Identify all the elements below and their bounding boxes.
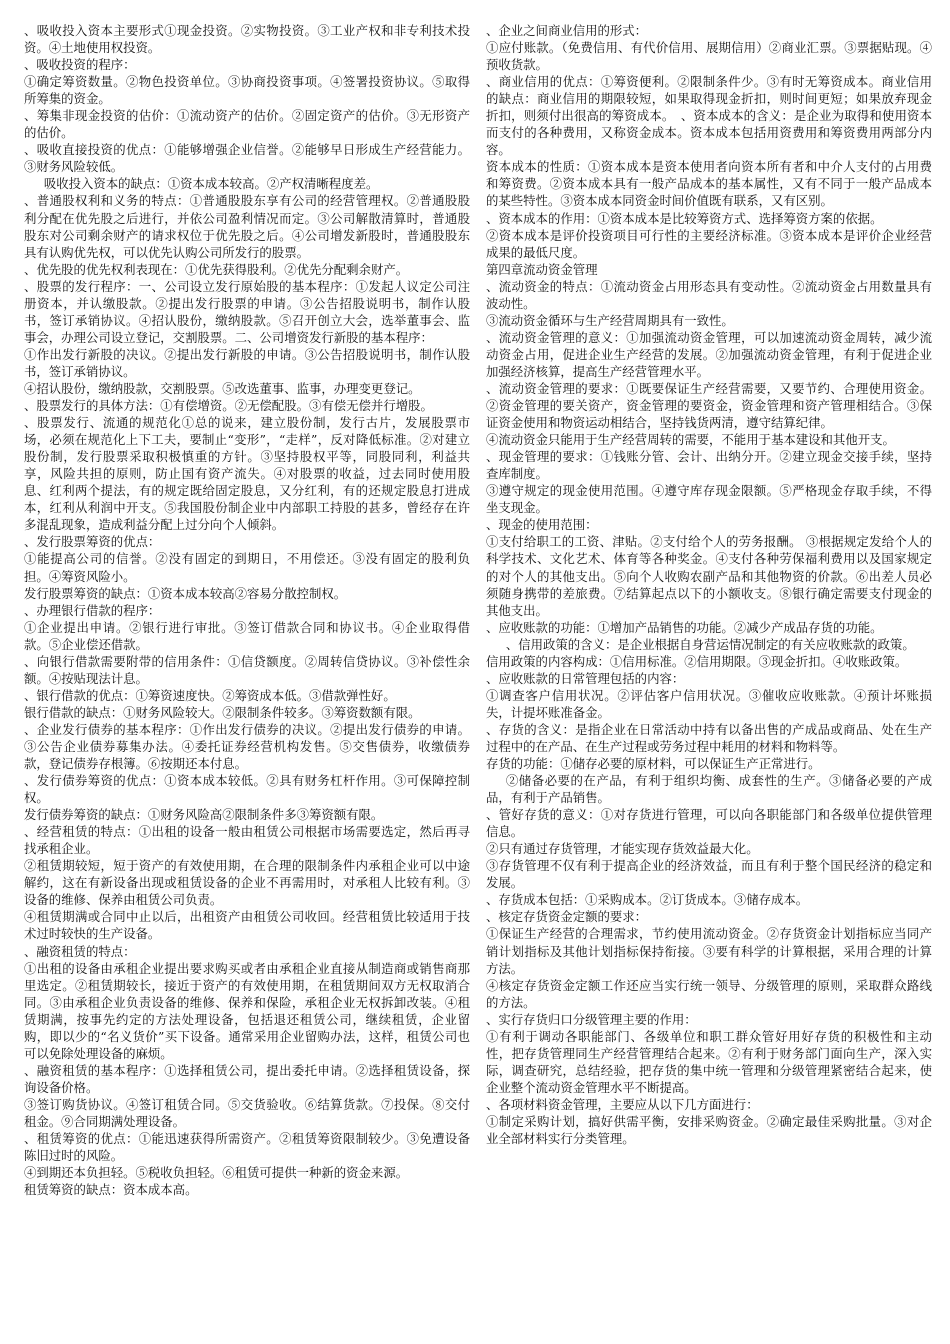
paragraph: 、管好存货的意义：①对存货进行管理，可以向各职能部门和各级单位提供管理信息。 <box>486 807 932 840</box>
paragraph: ①确定筹资数量。②物色投资单位。③协商投资事项。④签署投资协议。⑤取得所筹集的资金。 <box>24 74 470 107</box>
paragraph: 、发行债券筹资的优点：①资本成本较低。②具有财务杠杆作用。③可保障控制权。 <box>24 773 470 806</box>
paragraph: 存货的功能：①储存必要的原材料，可以保证生产正常进行。 <box>486 756 821 772</box>
paragraph: 、现金的使用范围： <box>486 517 598 533</box>
paragraph: ③存货管理不仅有利于提高企业的经济效益，而且有利于整个国民经济的稳定和发展。 <box>486 858 932 891</box>
paragraph: ①保证生产经营的合理需求，节约使用流动资金。②存货资金计划指标应当同产销计划指标及其他计划指标保持衔接。③要有科学的计算根据，采用合理的计算方法。 <box>486 926 932 976</box>
paragraph: ④租赁期满或合同中止以后，出租资产由租赁公司收回。经营租赁比较适用于技术过时较快的生产设备。 <box>24 909 470 942</box>
paragraph: 、发行股票筹资的优点： <box>24 534 161 550</box>
paragraph: 、流动资金管理的意义：①加强流动资金管理，可以加速流动资金周转，减少流动资金占用，促进企业生产经营的发展。②加强流动资金管理，有利于促进企业加强经济核算，提高生产经营管理水平。 <box>486 329 932 379</box>
paragraph: 租赁筹资的缺点：资本成本高。 <box>24 1182 198 1198</box>
paragraph: 、资本成本的作用：①资本成本是比较筹资方式、选择筹资方案的依据。 <box>486 210 883 226</box>
paragraph: 、信用政策的含义：是企业根据自身营运情况制定的有关应收账款的政策。 <box>505 636 915 652</box>
paragraph: 、吸收直接投资的优点：①能够增强企业信誉。②能够早日形成生产经营能力。③财务风险较低。 <box>24 142 470 175</box>
paragraph: ③流动资金循环与生产经营周期具有一致性。 <box>486 312 734 328</box>
paragraph: 、吸收投入资本主要形式①现金投资。②实物投资。③工业产权和非专利技术投资。④土地使用权投资。 <box>24 23 470 56</box>
paragraph: 、股票发行、流通的规范化①总的说来，建立股份制，发行古片，发展股票市场，必须在规范化上下工夫，要制止“变形”，“走样”，反对降低标准。②对建立股份制，发行股票采取积极慎重的方针。③坚持股权平等，同股同利，利益共享，风险共担的原则，防止国有资产流失。④对股票的收益，过去同时使用股息、红利两个提法，有的规定既给固定股息，又分红利，有的还规定股息打进成本，红利从利润中开支。⑤我国股份制企业中内部职工持股的甚多，曾经存在许多混乱现象，造成利益分配上过分向个人倾斜。 <box>24 415 470 533</box>
paragraph: ①应付账款。（免费信用、有代价信用、展期信用）②商业汇票。③票据贴现。④预收货款。 <box>486 40 932 73</box>
paragraph: ①制定采购计划，搞好供需平衡，安排采购资金。②确定最佳采购批量。③对企业全部材料实行分类管理。 <box>486 1114 932 1147</box>
paragraph: 、优先股的优先权利表现在：①优先获得股利。②优先分配剩余财产。 <box>24 261 409 277</box>
paragraph: 、股票的发行程序：一、公司设立发行原始股的基本程序：①发起人议定公司注册资本，并认缴股款。②提出发行股票的申请。③公告招股说明书，制作认股书，签订承销协议。④招认股份，缴纳股款。⑤召开创立大会，选举董事会、监事会，办理公司设立登记，交割股票。二、公司增资发行新股的基本程序： <box>24 278 470 345</box>
paragraph: 、租赁筹资的优点：①能迅速获得所需资产。②租赁筹资限制较少。③免遭设备陈旧过时的风险。 <box>24 1131 470 1164</box>
paragraph: 、现金管理的要求：①钱账分管、会计、出纳分开。②建立现金交接手续，坚持查库制度。 <box>486 449 932 482</box>
right-column <box>486 22 932 1344</box>
paragraph: 、融资租赁的基本程序：①选择租赁公司，提出委托申请。②选择租赁设备，探询设备价格。 <box>24 1062 470 1095</box>
paragraph: 、商业信用的优点：①筹资便利。②限制条件少。③有时无筹资成本。商业信用的缺点：商业信用的期限较短，如果取得现金折扣，则时间更短；如果放弃现金折扣，则须付出很高的筹资成本。 、资本成本的含义：是企业为取得和使用资本而支付的各种费用，又称资金成本。资本成本包括用资费用和筹资费用两部分内容。 <box>486 74 932 158</box>
paragraph: 银行借款的缺点：①财务风险较大。②限制条件较多。③筹资数额有限。 <box>24 704 421 720</box>
paragraph: 发行债券筹资的缺点：①财务风险高②限制条件多③筹资额有限。 <box>24 807 384 823</box>
paragraph: 、实行存货归口分级管理主要的作用： <box>486 1011 697 1027</box>
paragraph: 资本成本的性质：①资本成本是资本使用者向资本所有者和中介人支付的占用费和筹资费。②资本成本具有一般产品成本的基本属性，又有不同于一般产品成本的某些特性。③资本成本同资金时间价值既有联系，又有区别。 <box>486 159 932 209</box>
left-column <box>24 22 470 1344</box>
paragraph: 信用政策的内容构成：①信用标准。②信用期限。③现金折扣。④收账政策。 <box>486 653 908 669</box>
paragraph: 、筹集非现金投资的估价：①流动资产的估价。②固定资产的估价。③无形资产的估价。 <box>24 108 470 141</box>
paragraph: 、各项材料资金管理，主要应从以下几方面进行： <box>486 1096 759 1112</box>
paragraph: ②只有通过存货管理，才能实现存货效益最大化。 <box>486 841 759 857</box>
paragraph: 、股票发行的具体方法：①有偿增资。②无偿配股。③有偿无偿并行增股。 <box>24 398 433 414</box>
paragraph: ①支付给职工的工资、津贴。②支付给个人的劳务报酬。 ③根据规定发给个人的科学技术、文化艺术、体育等各种奖金。④支付各种劳保福利费用以及国家规定的对个人的其他支出。⑤向个人收购农副产品和其他物资的价款。⑥出差人员必须随身携带的差旅费。⑦结算起点以下的小额收支。⑧银行确定需要支付现金的其他支出。 <box>486 534 932 618</box>
paragraph: 、流动资金管理的要求：①既要保证生产经营需要，又要节约、合理使用资金。②资金管理的要关资产，资金管理的要资金，资金管理和资产管理相结合。③保证资金使用和物资运动相结合，坚持钱货两清，遵守结算纪律。 <box>486 380 932 431</box>
paragraph: ①有利于调动各职能部门、各级单位和职工群众管好用好存货的积极性和主动性，把存货管理同生产经营管理结合起来。②有利于财务部门面向生产，深入实际，调查研究，总结经验，把存货的集中统一管理和分级管理紧密结合起来，使企业整个流动资金管理水平不断提高。 <box>486 1028 932 1095</box>
paragraph: ①调查客户信用状况。②评估客户信用状况。③催收应收账款。④预计坏账损失，计提坏账准备金。 <box>486 687 932 720</box>
paragraph: 、普通股权利和义务的特点：①普通股股东享有公司的经营管理权。②普通股股利分配在优先股之后进行，并依公司盈利情况而定。③公司解散清算时，普通股股东对公司剩余财产的请求权位于优先股之后。④公司增发新股时，普通股股东具有认购优先权，可以优先认购公司所发行的股票。 <box>24 193 470 260</box>
paragraph: 、企业之间商业信用的形式： <box>486 23 648 38</box>
paragraph: ④流动资金只能用于生产经营周转的需要，不能用于基本建设和其他开支。 <box>486 432 895 448</box>
paragraph: 、应收账款的功能：①增加产品销售的功能。②减少产成品存货的功能。 <box>486 619 883 635</box>
paragraph: ①作出发行新股的决议。②提出发行新股的申请。③公告招股说明书，制作认股书，签订承销协议。 <box>24 346 470 379</box>
paragraph: 、核定存货资金定额的要求： <box>486 909 648 925</box>
paragraph: 、办理银行借款的程序： <box>24 602 161 618</box>
paragraph: 、应收账款的日常管理包括的内容： <box>486 670 685 686</box>
paragraph: ①能提高公司的信誉。②没有固定的到期日，不用偿还。③没有固定的股利负担。④筹资风险小。 <box>24 551 470 584</box>
paragraph: 、银行借款的优点：①筹资速度快。②筹资成本低。③借款弹性好。 <box>24 687 396 703</box>
paragraph: ①企业提出申请。②银行进行审批。③签订借款合同和协议书。④企业取得借款。⑤企业偿还借款。 <box>24 619 470 652</box>
paragraph: ④核定存货资金定额工作还应当实行统一领导、分级管理的原则，采取群众路线的方法。 <box>486 977 932 1010</box>
paragraph: 发行股票筹资的缺点：①资本成本较高②容易分散控制权。 <box>24 585 347 601</box>
paragraph: ②资本成本是评价投资项目可行性的主要经济标准。③资本成本是评价企业经营成果的最低尺度。 <box>486 227 932 260</box>
paragraph: 、存货的含义：是指企业在日常活动中持有以备出售的产成品或商品、处在生产过程中的在产品、在生产过程或劳务过程中耗用的材料和物料等。 <box>486 721 932 754</box>
paragraph: 、融资租赁的特点： <box>24 943 136 959</box>
paragraph: ②储备必要的在产品，有利于组织均衡、成套性的生产。③储备必要的产成品，有利于产品销售。 <box>486 773 932 806</box>
paragraph: 、吸收投资的程序： <box>24 57 136 73</box>
paragraph: 、存货成本包括：①采购成本。②订货成本。③储存成本。 <box>486 892 809 908</box>
paragraph: 吸收投入资本的缺点：①资本成本较高。②产权清晰程度差。 <box>43 176 379 192</box>
paragraph: 第四章流动资金管理 <box>486 261 598 277</box>
paragraph: ①出租的设备由承租企业提出要求购买或者由承租企业直接从制造商或销售商那里选定。②租赁期较长，接近于资产的有效使用期，在租赁期间双方无权取消合同。③由承租企业负责设备的维修、保养和保险，承租企业无权拆卸改装。④租赁期满，按事先约定的方法处理设备，包括退还租赁公司，继续租赁，企业留购，即以少的“名义货价”买下设备。通常采用企业留购办法，这样，租赁公司也可以免除处理设备的麻烦。 <box>24 960 470 1061</box>
paragraph: 、经营租赁的特点：①出租的设备一般由租赁公司根据市场需要选定，然后再寻找承租企业。 <box>24 824 470 857</box>
paragraph: 、向银行借款需要附带的信用条件：①信贷额度。②周转信贷协议。③补偿性余额。④按贴现法计息。 <box>24 653 470 686</box>
paragraph: 、企业发行债券的基本程序：①作出发行债券的决议。②提出发行债券的申请。③公告企业债券募集办法。④委托证券经营机构发售。⑤交售债券，收缴债券款，登记债券存根簿。⑥按期还本付息。 <box>24 721 470 772</box>
paragraph: 、流动资金的特点：①流动资金占用形态具有变动性。②流动资金占用数量具有波动性。 <box>486 278 932 311</box>
paragraph: ③签订购货协议。④签订租赁合同。⑤交货验收。⑥结算货款。⑦投保。⑧交付租金。⑨合同期满处理设备。 <box>24 1096 470 1129</box>
paragraph: ③遵守规定的现金使用范围。④遵守库存现金限额。⑤严格现金存取手续，不得坐支现金。 <box>486 483 932 516</box>
paragraph: ④到期还本负担轻。⑤税收负担轻。⑥租赁可提供一种新的资金来源。 <box>24 1165 409 1181</box>
paragraph: ②租赁期较短，短于资产的有效使用期，在合理的限制条件内承租企业可以中途解约，这在有新设备出现或租赁设备的企业不再需用时，对承租人比较有利。③设备的维修、保养由租赁公司负责。 <box>24 858 470 908</box>
paragraph: ④招认股份，缴纳股款，交割股票。⑤改选董事、监事，办理变更登记。 <box>24 380 421 396</box>
